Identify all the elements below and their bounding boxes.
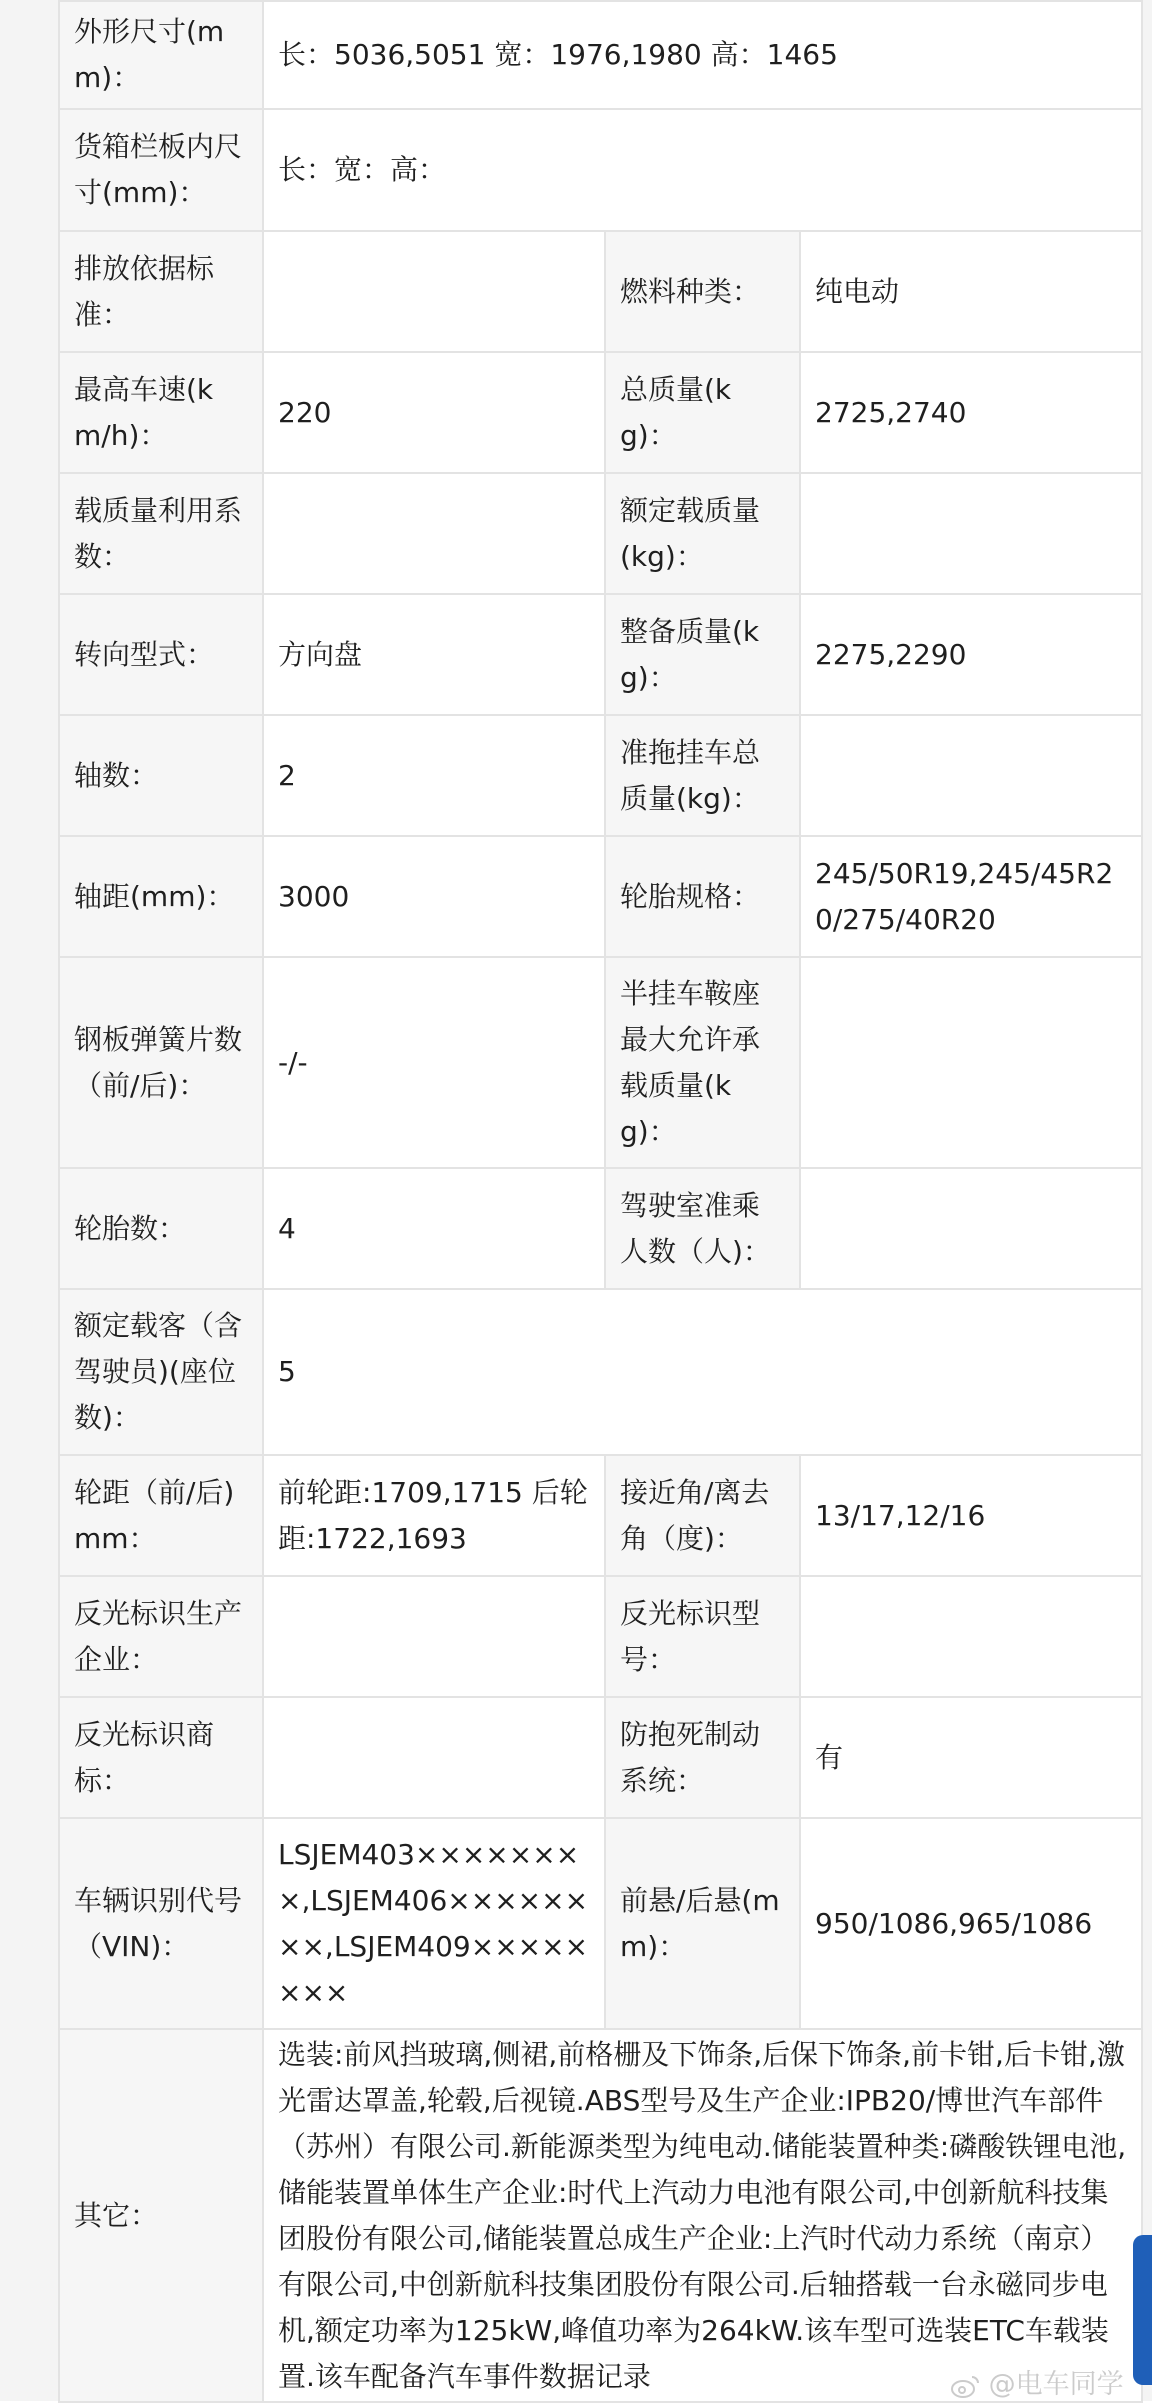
label-rated-load: 额定载质量(kg)： <box>605 473 800 594</box>
label-leaf-springs: 钢板弹簧片数（前/后)： <box>59 957 263 1168</box>
label-emission-standard: 排放依据标准： <box>59 231 263 352</box>
value-load-utilization <box>263 473 605 594</box>
value-tire-count: 4 <box>263 1168 605 1289</box>
label-saddle-load: 半挂车鞍座最大允许承载质量(kg)： <box>605 957 800 1168</box>
value-overhang: 950/1086,965/1086 <box>800 1818 1142 2029</box>
value-tire-spec: 245/50R19,245/45R20/275/40R20 <box>800 836 1142 957</box>
value-trailer-mass <box>800 715 1142 836</box>
value-cab-occupants <box>800 1168 1142 1289</box>
value-vin: LSJEM403××××××××,LSJEM406××××××××,LSJEM409×××××××× <box>263 1818 605 2029</box>
label-cab-occupants: 驾驶室准乘人数（人)： <box>605 1168 800 1289</box>
label-curb-mass: 整备质量(kg)： <box>605 594 800 715</box>
label-cargo-box-size: 货箱栏板内尺寸(mm)： <box>59 109 263 231</box>
value-steering-type: 方向盘 <box>263 594 605 715</box>
label-vin: 车辆识别代号（VIN)： <box>59 1818 263 2029</box>
table-row <box>59 836 1142 957</box>
value-wheelbase: 3000 <box>263 836 605 957</box>
value-approach-departure-angle: 13/17,12/16 <box>800 1455 1142 1576</box>
label-axle-count: 轴数： <box>59 715 263 836</box>
label-gross-mass: 总质量(kg)： <box>605 352 800 473</box>
table-row <box>59 1 1142 109</box>
watermark <box>950 2362 1124 2401</box>
table-row <box>59 715 1142 836</box>
label-fuel-type: 燃料种类： <box>605 231 800 352</box>
vehicle-spec-table <box>58 0 1143 2403</box>
label-reflector-model: 反光标识型号： <box>605 1576 800 1697</box>
label-overhang: 前悬/后悬(mm)： <box>605 1818 800 2029</box>
label-abs-system: 防抱死制动系统： <box>605 1697 800 1818</box>
table-row <box>59 1818 1142 2029</box>
label-load-utilization: 载质量利用系数： <box>59 473 263 594</box>
value-rated-load <box>800 473 1142 594</box>
table-row <box>59 2029 1142 2402</box>
value-leaf-springs: -/- <box>263 957 605 1168</box>
table-row <box>59 1576 1142 1697</box>
left-margin <box>0 0 58 2401</box>
table-row <box>59 1168 1142 1289</box>
value-other: 选装:前风挡玻璃,侧裙,前格栅及下饰条,后保下饰条,前卡钳,后卡钳,激光雷达罩盖,轮毂,后视镜.ABS型号及生产企业:IPB20/博世汽车部件（苏州）有限公司.新能源类型为纯电动.储能装置种类:磷酸铁锂电池,储能装置单体生产企业:时代上汽动力电池有限公司,中创新航科技集团股份有限公司,储能装置总成生产企业:上汽时代动力系统（南京）有限公司,中创新航科技集团股份有限公司.后轴搭载一台永磁同步电机,额定功率为125kW,峰值功率为264kW.该车型可选装ETC车载装置.该车配备汽车事件数据记录 <box>263 2029 1142 2402</box>
label-other: 其它： <box>59 2029 263 2402</box>
label-tire-count: 轮胎数： <box>59 1168 263 1289</box>
label-reflector-maker: 反光标识生产企业： <box>59 1576 263 1697</box>
table-row <box>59 231 1142 352</box>
label-rated-passengers: 额定载客（含驾驶员)(座位数)： <box>59 1289 263 1455</box>
value-fuel-type: 纯电动 <box>800 231 1142 352</box>
side-float-tab[interactable] <box>1133 2235 1152 2385</box>
label-steering-type: 转向型式： <box>59 594 263 715</box>
table-row <box>59 352 1142 473</box>
label-wheelbase: 轴距(mm)： <box>59 836 263 957</box>
table-row <box>59 1455 1142 1576</box>
value-max-speed: 220 <box>263 352 605 473</box>
value-reflector-maker <box>263 1576 605 1697</box>
label-track-width: 轮距（前/后)mm： <box>59 1455 263 1576</box>
label-max-speed: 最高车速(km/h)： <box>59 352 263 473</box>
value-saddle-load <box>800 957 1142 1168</box>
value-rated-passengers: 5 <box>263 1289 1142 1455</box>
table-row <box>59 473 1142 594</box>
value-reflector-model <box>800 1576 1142 1697</box>
label-tire-spec: 轮胎规格： <box>605 836 800 957</box>
watermark-text: @电车同学 <box>988 2369 1124 2400</box>
value-cargo-box-size: 长：宽：高： <box>263 109 1142 231</box>
table-row <box>59 1289 1142 1455</box>
table-row <box>59 957 1142 1168</box>
value-curb-mass: 2275,2290 <box>800 594 1142 715</box>
value-gross-mass: 2725,2740 <box>800 352 1142 473</box>
value-reflector-brand <box>263 1697 605 1818</box>
value-track-width: 前轮距:1709,1715 后轮距:1722,1693 <box>263 1455 605 1576</box>
label-dimensions: 外形尺寸(mm)： <box>59 1 263 109</box>
value-abs-system: 有 <box>800 1697 1142 1818</box>
weibo-icon <box>950 2373 980 2399</box>
value-axle-count: 2 <box>263 715 605 836</box>
label-trailer-mass: 准拖挂车总质量(kg)： <box>605 715 800 836</box>
label-reflector-brand: 反光标识商标： <box>59 1697 263 1818</box>
table-row <box>59 1697 1142 1818</box>
value-dimensions: 长：5036,5051 宽：1976,1980 高：1465 <box>263 1 1142 109</box>
value-emission-standard <box>263 231 605 352</box>
label-approach-departure-angle: 接近角/离去角（度)： <box>605 1455 800 1576</box>
table-row <box>59 109 1142 231</box>
table-row <box>59 594 1142 715</box>
